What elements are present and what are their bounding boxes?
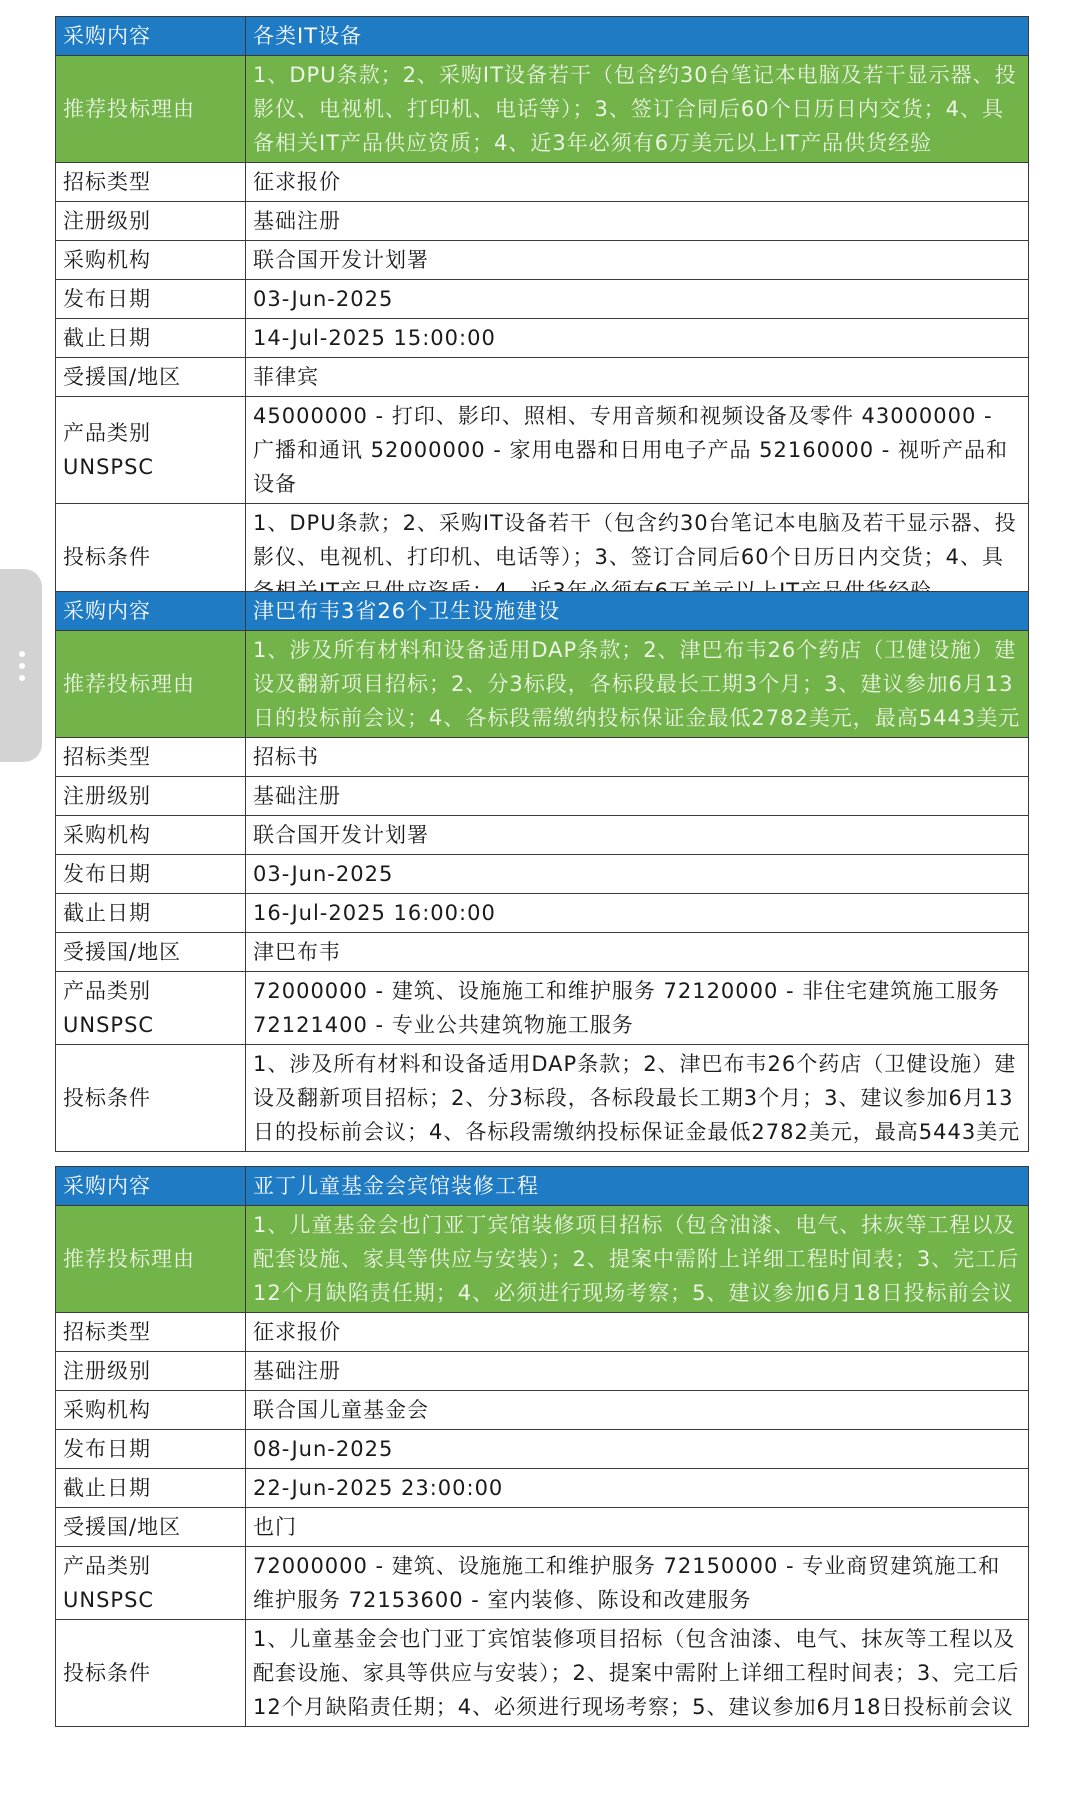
row-publish-date	[56, 1430, 1029, 1469]
label-cell: 投标条件	[56, 504, 246, 611]
row-deadline	[56, 319, 1029, 358]
value-cell: 16-Jul-2025 16:00:00	[246, 894, 1029, 933]
label-cell: 采购机构	[56, 241, 246, 280]
value-cell: 1、儿童基金会也门亚丁宾馆装修项目招标（包含油漆、电气、抹灰等工程以及配套设施、家具等供应与安装）；2、提案中需附上详细工程时间表；3、完工后12个月缺陷责任期；4、必须进行现场考察；5、建议参加6月18日投标前会议	[246, 1206, 1029, 1313]
label-cell: 产品类别UNSPSC	[56, 972, 246, 1045]
row-agency	[56, 241, 1029, 280]
value-cell: 菲律宾	[246, 358, 1029, 397]
label-cell: 注册级别	[56, 202, 246, 241]
value-cell: 基础注册	[246, 202, 1029, 241]
row-unspsc	[56, 397, 1029, 504]
side-handle[interactable]	[0, 569, 42, 762]
row-content	[56, 1167, 1029, 1206]
value-cell: 各类IT设备	[246, 17, 1029, 56]
row-conditions	[56, 1045, 1029, 1152]
label-cell: 推荐投标理由	[56, 56, 246, 163]
label-cell: 产品类别UNSPSC	[56, 1547, 246, 1620]
label-cell: 受援国/地区	[56, 933, 246, 972]
value-cell: 联合国开发计划署	[246, 241, 1029, 280]
value-cell: 联合国开发计划署	[246, 816, 1029, 855]
value-cell: 基础注册	[246, 1352, 1029, 1391]
value-cell: 招标书	[246, 738, 1029, 777]
label-cell: 注册级别	[56, 777, 246, 816]
row-country	[56, 358, 1029, 397]
row-content	[56, 592, 1029, 631]
label-cell: 推荐投标理由	[56, 631, 246, 738]
row-type	[56, 1313, 1029, 1352]
value-cell: 72000000 - 建筑、设施施工和维护服务 72120000 - 非住宅建筑施工服务 72121400 - 专业公共建筑物施工服务	[246, 972, 1029, 1045]
row-country	[56, 1508, 1029, 1547]
value-cell: 03-Jun-2025	[246, 855, 1029, 894]
label-cell: 发布日期	[56, 280, 246, 319]
tender-table-2	[55, 591, 1029, 1152]
row-publish-date	[56, 280, 1029, 319]
label-cell: 截止日期	[56, 894, 246, 933]
value-cell: 1、DPU条款；2、采购IT设备若干（包含约30台笔记本电脑及若干显示器、投影仪、电视机、打印机、电话等）；3、签订合同后60个日历日内交货；4、具备相关IT产品供应资质；4、近3年必须有6万美元以上IT产品供货经验	[246, 56, 1029, 163]
label-cell: 采购内容	[56, 592, 246, 631]
value-cell: 津巴布韦	[246, 933, 1029, 972]
tender-table-3	[55, 1166, 1029, 1727]
label-cell: 产品类别UNSPSC	[56, 397, 246, 504]
label-cell: 招标类型	[56, 163, 246, 202]
row-level	[56, 1352, 1029, 1391]
row-country	[56, 933, 1029, 972]
row-reason	[56, 56, 1029, 163]
label-cell: 投标条件	[56, 1620, 246, 1727]
value-cell: 联合国儿童基金会	[246, 1391, 1029, 1430]
value-cell: 14-Jul-2025 15:00:00	[246, 319, 1029, 358]
value-cell: 03-Jun-2025	[246, 280, 1029, 319]
row-agency	[56, 1391, 1029, 1430]
value-cell: 08-Jun-2025	[246, 1430, 1029, 1469]
label-cell: 注册级别	[56, 1352, 246, 1391]
row-unspsc	[56, 1547, 1029, 1620]
label-cell: 招标类型	[56, 1313, 246, 1352]
value-cell: 基础注册	[246, 777, 1029, 816]
row-conditions	[56, 1620, 1029, 1727]
value-cell: 征求报价	[246, 1313, 1029, 1352]
value-cell: 72000000 - 建筑、设施施工和维护服务 72150000 - 专业商贸建筑施工和维护服务 72153600 - 室内装修、陈设和改建服务	[246, 1547, 1029, 1620]
label-cell: 投标条件	[56, 1045, 246, 1152]
row-agency	[56, 816, 1029, 855]
value-cell: 1、DPU条款；2、采购IT设备若干（包含约30台笔记本电脑及若干显示器、投影仪、电视机、打印机、电话等）；3、签订合同后60个日历日内交货；4、具	[246, 504, 1029, 611]
label-cell: 发布日期	[56, 1430, 246, 1469]
tender-table-1	[55, 16, 1029, 611]
label-cell: 采购机构	[56, 1391, 246, 1430]
row-reason	[56, 1206, 1029, 1313]
row-publish-date	[56, 855, 1029, 894]
value-cell: 也门	[246, 1508, 1029, 1547]
label-cell: 截止日期	[56, 1469, 246, 1508]
value-cell: 1、涉及所有材料和设备适用DAP条款；2、津巴布韦26个药店（卫健设施）建设及翻新项目招标；2、分3标段，各标段最长工期3个月；3、建议参加6月13日的投标前会议；4、各标段需缴纳投标保证金最低2782美元，最高5443美元	[246, 1045, 1029, 1152]
row-level	[56, 202, 1029, 241]
row-unspsc	[56, 972, 1029, 1045]
row-level	[56, 777, 1029, 816]
more-dots-icon	[19, 651, 25, 687]
value-cell: 1、儿童基金会也门亚丁宾馆装修项目招标（包含油漆、电气、抹灰等工程以及配套设施、家具等供应与安装）；2、提案中需附上详细工程时间表；3、完工后12个月缺陷责任期；4、必须进行现场考察；5、建议参加6月18日投标前会议	[246, 1620, 1029, 1727]
label-cell: 受援国/地区	[56, 358, 246, 397]
row-content	[56, 17, 1029, 56]
value-cell: 津巴布韦3省26个卫生设施建设	[246, 592, 1029, 631]
label-cell: 招标类型	[56, 738, 246, 777]
value-cell: 征求报价	[246, 163, 1029, 202]
value-cell: 亚丁儿童基金会宾馆装修工程	[246, 1167, 1029, 1206]
label-cell: 受援国/地区	[56, 1508, 246, 1547]
label-cell: 采购内容	[56, 1167, 246, 1206]
row-reason	[56, 631, 1029, 738]
label-cell: 截止日期	[56, 319, 246, 358]
label-cell: 推荐投标理由	[56, 1206, 246, 1313]
row-type	[56, 738, 1029, 777]
value-cell: 22-Jun-2025 23:00:00	[246, 1469, 1029, 1508]
row-deadline	[56, 1469, 1029, 1508]
label-cell: 采购机构	[56, 816, 246, 855]
label-cell: 发布日期	[56, 855, 246, 894]
label-cell: 采购内容	[56, 17, 246, 56]
value-cell: 45000000 - 打印、影印、照相、专用音频和视频设备及零件 43000000 - 广播和通讯 52000000 - 家用电器和日用电子产品 52160000 - 视听产品和设备	[246, 397, 1029, 504]
row-type	[56, 163, 1029, 202]
value-cell: 1、涉及所有材料和设备适用DAP条款；2、津巴布韦26个药店（卫健设施）建设及翻新项目招标；2、分3标段，各标段最长工期3个月；3、建议参加6月13日的投标前会议；4、各标段需缴纳投标保证金最低2782美元，最高5443美元	[246, 631, 1029, 738]
row-deadline	[56, 894, 1029, 933]
